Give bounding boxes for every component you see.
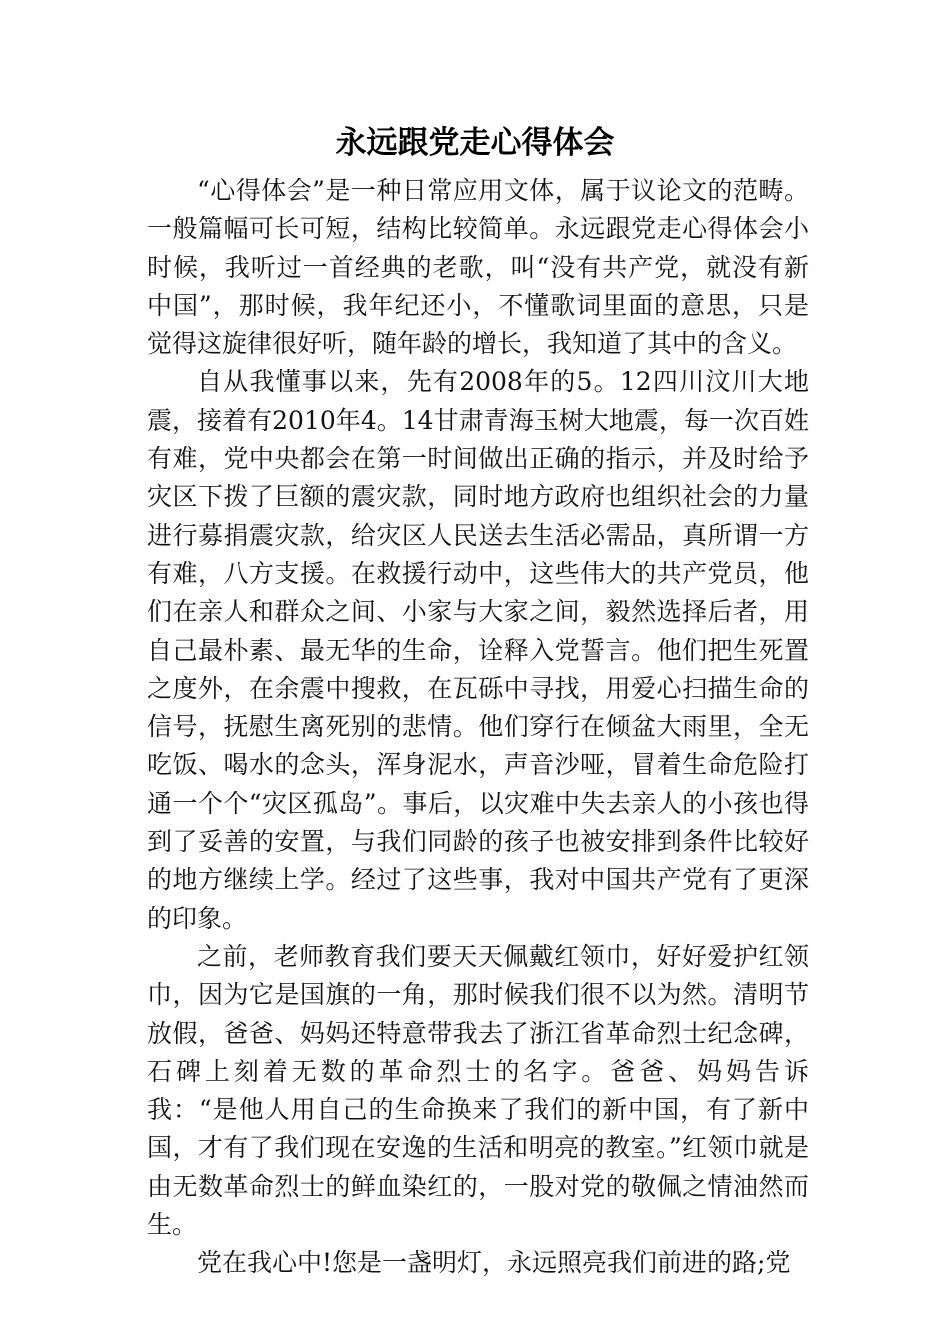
paragraph: “心得体会”是一种日常应用文体，属于议论文的范畴。一般篇幅可长可短，结构比较简单。永远跟党走心得体会小时候，我听过一首经典的老歌，叫“没有共产党，就没有新中国”，那时候，我年纪还小，不懂歌词里面的意思，只是觉得这旋律很好听，随年龄的增长，我知道了其中的含义。: [147, 176, 809, 359]
paragraph: 党在我心中!您是一盏明灯，永远照亮我们前进的路;党: [197, 1248, 791, 1278]
page-title: 永远跟党走心得体会: [335, 125, 615, 161]
paragraph: 之前，老师教育我们要天天佩戴红领巾，好好爱护红领巾，因为它是国旗的一角，那时候我们很不以为然。清明节放假，爸爸、妈妈还特意带我去了浙江省革命烈士纪念碑，石碑上刻着无数的革命烈士的名字。爸爸、妈妈告诉我：“是他人用自己的生命换来了我们的新中国，有了新中国，才有了我们现在安逸的生活和明亮的教室。”红领巾就是由无数革命烈士的鲜血染红的，一股对党的敬佩之情油然而生。: [147, 941, 809, 1240]
paragraph: 自从我懂事以来，先有2008年的5。12四川汶川大地震，接着有2010年4。14甘肃青海玉树大地震，每一次百姓有难，党中央都会在第一时间做出正确的指示，并及时给予灾区下拨了巨额的震灾款，同时地方政府也组织社会的力量进行募捐震灾款，给灾区人民送去生活必需品，真所谓一方有难，八方支援。在救援行动中，这些伟大的共产党员，他们在亲人和群众之间、小家与大家之间，毅然选择后者，用自己最朴素、最无华的生命，诠释入党誓言。他们把生死置之度外，在余震中搜救，在瓦砾中寻找，用爱心扫描生命的信号，抚慰生离死别的悲情。他们穿行在倾盆大雨里，全无吃饭、喝水的念头，浑身泥水，声音沙哑，冒着生命危险打通一个个“灾区孤岛”。事后，以灾难中失去亲人的小孩也得到了妥善的安置，与我们同龄的孩子也被安排到条件比较好的地方继续上学。经过了这些事，我对中国共产党有了更深的印象。: [147, 367, 809, 933]
document-body: [147, 172, 809, 1283]
